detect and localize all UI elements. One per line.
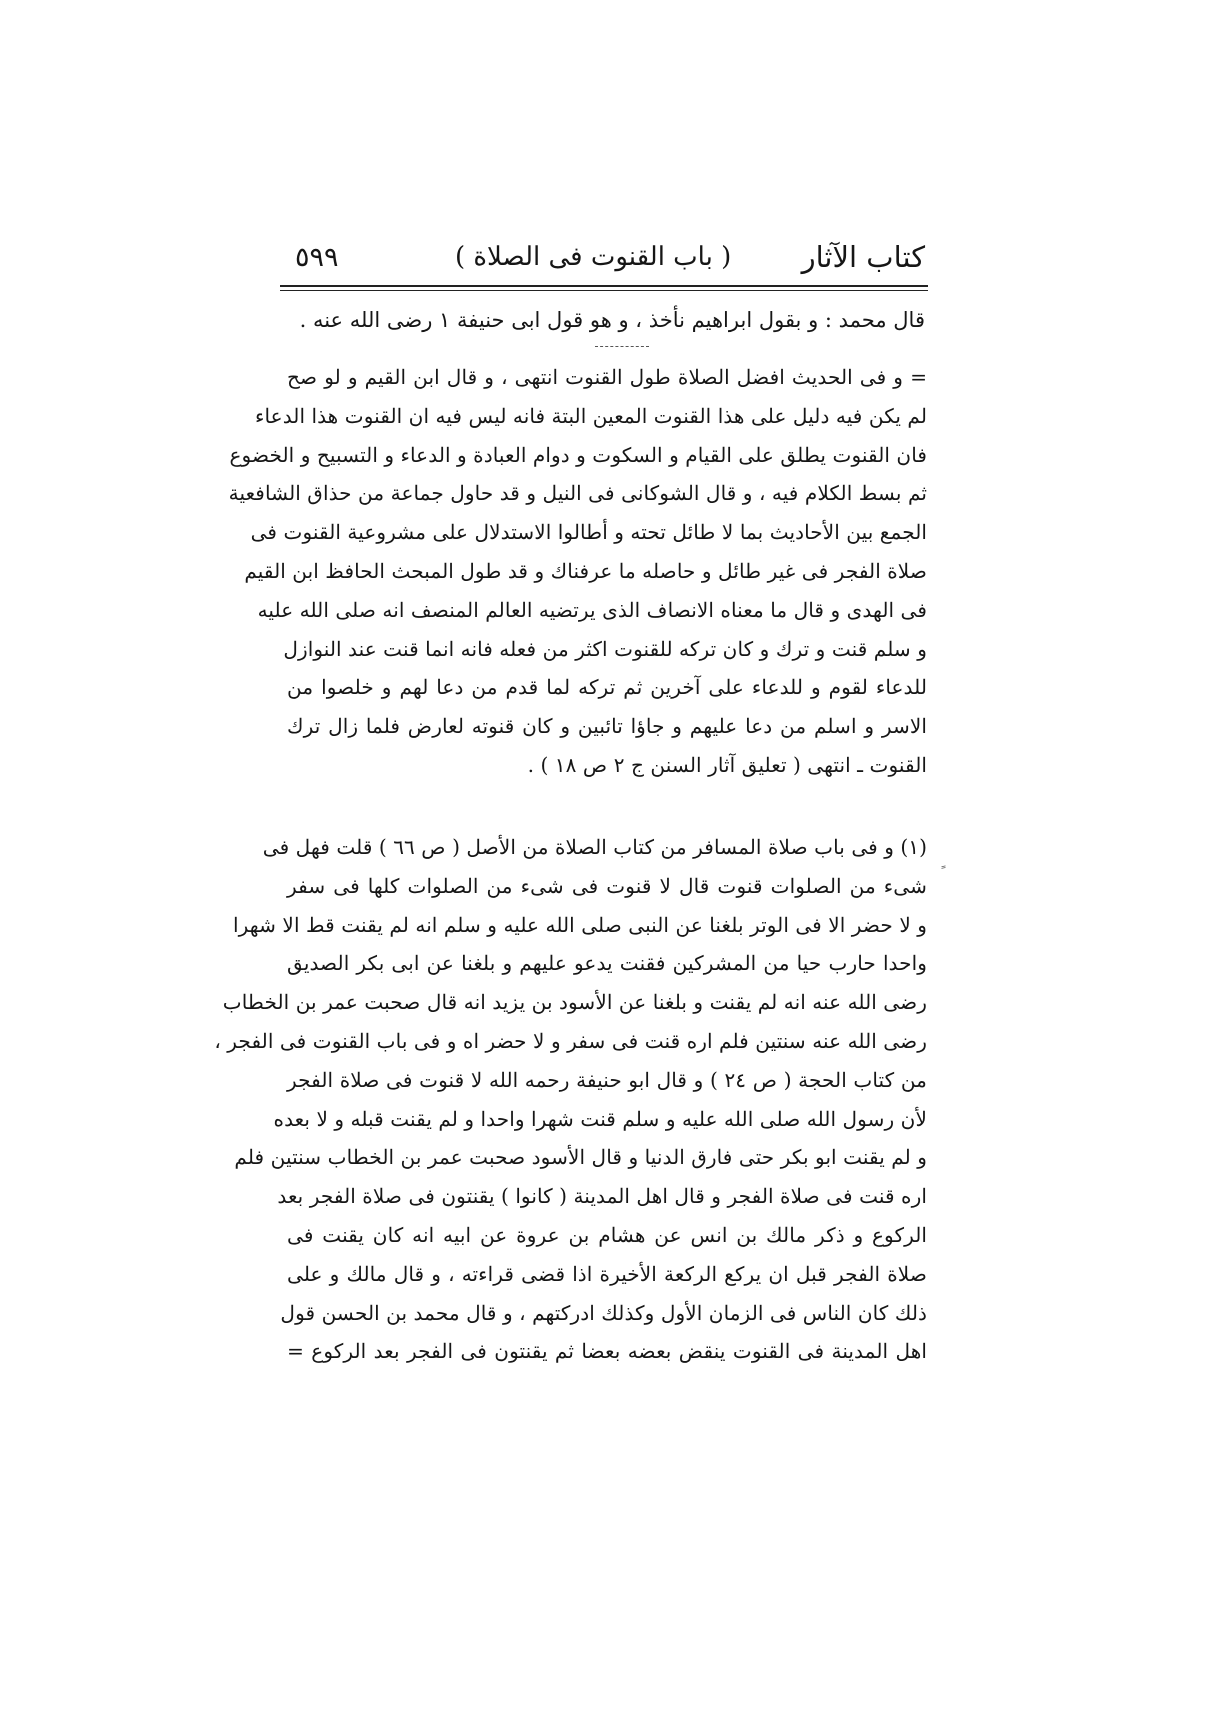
text-line: لم يكن فيه دليل على هذا القنوت المعين البتة فانه ليس فيه ان القنوت هذا الدعاء (255, 403, 927, 428)
text-line: واحدا حارب حيا من المشركين فقنت يدعو عليهم و بلغنا عن ابى بكر الصديق (287, 951, 927, 976)
section-title: ( باب القنوت فى الصلاة ) (455, 242, 732, 272)
text-line: و سلم قنت و ترك و كان تركه للقنوت اكثر من فعله فانه انما قنت عند النوازل (283, 636, 927, 661)
book-title: كتاب الآثار (801, 240, 925, 274)
text-line: و لا حضر الا فى الوتر بلغنا عن النبى صلى الله عليه و سلم انه لم يقنت قط الا شهرا (233, 912, 927, 937)
text-line: صلاة الفجر فى غير طائل و حاصله ما عرفناك و قد طول المبحث الحافظ ابن القيم (244, 558, 927, 583)
text-line: الركوع و ذكر مالك بن انس عن هشام بن عروة عن ابيه انه كان يقنت فى (287, 1222, 927, 1247)
text-line: ثم بسط الكلام فيه ، و قال الشوكانى فى النيل و قد حاول جماعة من حذاق الشافعية (228, 481, 927, 506)
text-line: لأن رسول الله صلى الله عليه و سلم قنت شهرا واحدا و لم يقنت قبله و لا بعده (273, 1106, 927, 1131)
text-line: و لم يقنت ابو بكر حتى فارق الدنيا و قال الأسود صحبت عمر بن الخطاب سنتين فلم (234, 1145, 927, 1170)
footnote-1 (214, 828, 927, 1371)
text-line: من كتاب الحجة ( ص ٢٤ ) و قال ابو حنيفة رحمه الله لا قنوت فى صلاة الفجر (287, 1067, 927, 1092)
text-line: اره قنت فى صلاة الفجر و قال اهل المدينة ( كانوا ) يقنتون فى صلاة الفجر بعد (277, 1184, 927, 1209)
text-line: فى الهدى و قال ما معناه الانصاف الذى يرتضيه العالم المنصف انه صلى الله عليه (257, 597, 927, 622)
text-line: القنوت ـ انتهى ( تعليق آثار السنن ج ٢ ص ١٨ ) . (527, 752, 927, 777)
text-line: الجمع بين الأحاديث بما لا طائل تحته و أطالوا الاستدلال على مشروعية القنوت فى (250, 520, 927, 545)
header-rule-thin (280, 290, 928, 291)
footnote-continued (228, 358, 927, 785)
text-line: ذلك كان الناس فى الزمان الأول وكذلك ادركتهم ، و قال محمد بن الحسن قول (280, 1300, 927, 1325)
text-line: الاسر و اسلم من دعا عليهم و جاؤا تائبين و كان قنوته لعارض فلما زال ترك (287, 714, 927, 739)
header-rule (280, 285, 928, 287)
page-number: ٥٩٩ (295, 242, 339, 273)
main-text: قال محمد : و بقول ابراهيم نأخذ ، و هو قول ابى حنيفة ١ رضى الله عنه . (299, 308, 925, 332)
text-line: للدعاء لقوم و للدعاء على آخرين ثم تركه لما قدم من دعا لهم و خلصوا من (287, 675, 927, 700)
text-line: (١) و فى باب صلاة المسافر من كتاب الصلاة من الأصل ( ص ٦٦ ) قلت فهل فى (262, 835, 927, 859)
text-line: فان القنوت يطلق على القيام و السكوت و دوام العبادة و الدعاء و التسبيح و الخضوع (229, 442, 927, 467)
text-line: رضى الله عنه سنتين فلم اره قنت فى سفر و لا حضر اه و فى باب القنوت فى الفجر ، (214, 1028, 927, 1053)
text-line: اهل المدينة فى القنوت ينقض بعضه بعضا ثم يقنتون فى الفجر بعد الركوع = (287, 1339, 927, 1364)
text-line: رضى الله عنه انه لم يقنت و بلغنا عن الأسود بن يزيد انه قال صحبت عمر بن الخطاب (222, 990, 927, 1015)
page-header (295, 240, 925, 286)
text-line: = و فى الحديث افضل الصلاة طول القنوت انتهى ، و قال ابن القيم و لو صح (287, 365, 927, 389)
text-line: صلاة الفجر قبل ان يركع الركعة الأخيرة اذا قضى قراءته ، و قال مالك و على (287, 1261, 927, 1286)
text-line: شىء من الصلوات قنوت قال لا قنوت فى شىء من الصلوات كلها فى سفر (287, 873, 927, 898)
separator-mark (595, 346, 649, 347)
